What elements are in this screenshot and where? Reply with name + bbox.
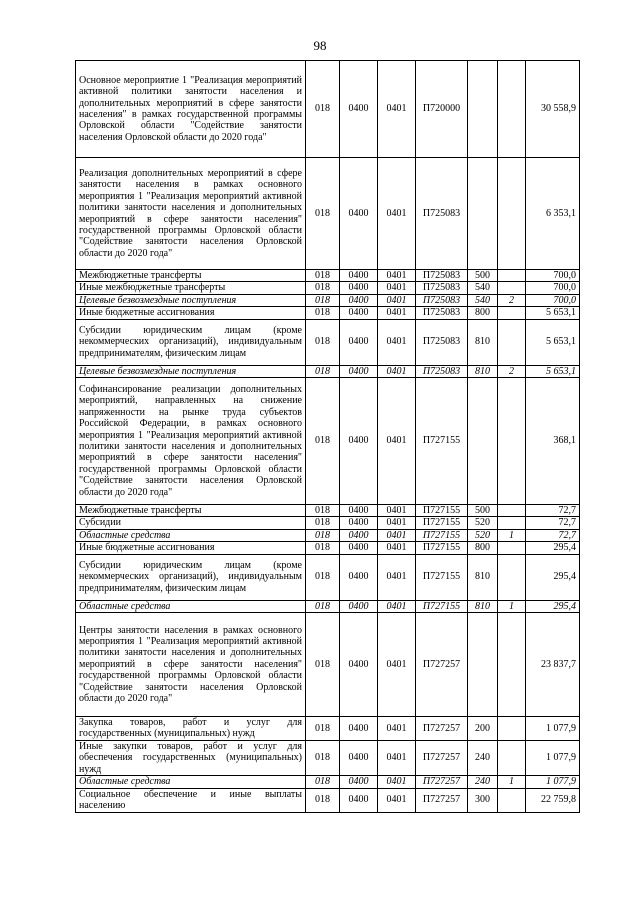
- target-article-cell: П725083: [416, 158, 468, 270]
- section-cell: 0400: [340, 158, 378, 270]
- admin-code-cell: 018: [306, 378, 340, 505]
- admin-code-cell: 018: [306, 542, 340, 554]
- funding-source-cell: [498, 319, 526, 365]
- amount-cell: 72,7: [526, 505, 580, 517]
- section-cell: 0400: [340, 740, 378, 775]
- table-row: [76, 61, 580, 158]
- section-cell: 0400: [340, 61, 378, 158]
- section-cell: 0400: [340, 554, 378, 600]
- funding-source-cell: [498, 554, 526, 600]
- row-name-cell: Межбюджетные трансферты: [76, 270, 306, 282]
- expense-type-cell: 200: [468, 717, 498, 741]
- expense-type-cell: 540: [468, 282, 498, 294]
- target-article-cell: П727155: [416, 505, 468, 517]
- expense-type-cell: 520: [468, 529, 498, 541]
- row-name-cell: Субсидии: [76, 517, 306, 529]
- target-article-cell: П720000: [416, 61, 468, 158]
- funding-source-cell: [498, 282, 526, 294]
- target-article-cell: П727155: [416, 378, 468, 505]
- section-cell: 0400: [340, 613, 378, 717]
- row-name-cell: Реализация дополнительных мероприятий в сфере занятости населения в рамках основного мероприятия 1 "Реализация мероприятий активной политики занятости населения и дополнительных мероприятий в сфере занятости населения" государственной программы Орловской области "Содействие занятости населения Орловской области до 2020 года": [76, 158, 306, 270]
- section-cell: 0400: [340, 270, 378, 282]
- admin-code-cell: 018: [306, 554, 340, 600]
- amount-cell: 1 077,9: [526, 776, 580, 788]
- amount-cell: 5 653,1: [526, 365, 580, 377]
- target-article-cell: П727257: [416, 788, 468, 812]
- table-row: [76, 270, 580, 282]
- target-article-cell: П727257: [416, 776, 468, 788]
- target-article-cell: П725083: [416, 282, 468, 294]
- table-row: [76, 788, 580, 812]
- budget-table: [75, 60, 580, 813]
- admin-code-cell: 018: [306, 270, 340, 282]
- amount-cell: 22 759,8: [526, 788, 580, 812]
- amount-cell: 1 077,9: [526, 740, 580, 775]
- target-article-cell: П725083: [416, 270, 468, 282]
- table-row: [76, 554, 580, 600]
- row-name-cell: Субсидии юридическим лицам (кроме некоммерческих организаций), индивидуальным предпринимателям, физическим лицам: [76, 319, 306, 365]
- amount-cell: 295,4: [526, 542, 580, 554]
- section-cell: 0400: [340, 517, 378, 529]
- amount-cell: 72,7: [526, 517, 580, 529]
- admin-code-cell: 018: [306, 282, 340, 294]
- table-row: [76, 717, 580, 741]
- section-cell: 0400: [340, 542, 378, 554]
- row-name-cell: Областные средства: [76, 529, 306, 541]
- subsection-cell: 0401: [378, 282, 416, 294]
- subsection-cell: 0401: [378, 505, 416, 517]
- section-cell: 0400: [340, 307, 378, 319]
- target-article-cell: П727155: [416, 600, 468, 612]
- table-row: [76, 365, 580, 377]
- target-article-cell: П727155: [416, 542, 468, 554]
- table-row: [76, 600, 580, 612]
- row-name-cell: Целевые безвозмездные поступления: [76, 294, 306, 306]
- section-cell: 0400: [340, 282, 378, 294]
- funding-source-cell: [498, 505, 526, 517]
- subsection-cell: 0401: [378, 542, 416, 554]
- funding-source-cell: [498, 740, 526, 775]
- target-article-cell: П727257: [416, 717, 468, 741]
- subsection-cell: 0401: [378, 554, 416, 600]
- admin-code-cell: 018: [306, 505, 340, 517]
- subsection-cell: 0401: [378, 788, 416, 812]
- amount-cell: 5 653,1: [526, 307, 580, 319]
- table-row: [76, 613, 580, 717]
- subsection-cell: 0401: [378, 319, 416, 365]
- funding-source-cell: [498, 517, 526, 529]
- funding-source-cell: 2: [498, 365, 526, 377]
- section-cell: 0400: [340, 788, 378, 812]
- subsection-cell: 0401: [378, 529, 416, 541]
- expense-type-cell: [468, 158, 498, 270]
- target-article-cell: П727155: [416, 529, 468, 541]
- admin-code-cell: 018: [306, 788, 340, 812]
- amount-cell: 295,4: [526, 554, 580, 600]
- amount-cell: 6 353,1: [526, 158, 580, 270]
- expense-type-cell: 500: [468, 505, 498, 517]
- target-article-cell: П727155: [416, 517, 468, 529]
- table-row: [76, 542, 580, 554]
- funding-source-cell: [498, 378, 526, 505]
- amount-cell: 700,0: [526, 282, 580, 294]
- subsection-cell: 0401: [378, 776, 416, 788]
- section-cell: 0400: [340, 365, 378, 377]
- table-body: [76, 61, 580, 813]
- expense-type-cell: 240: [468, 776, 498, 788]
- section-cell: 0400: [340, 717, 378, 741]
- section-cell: 0400: [340, 600, 378, 612]
- funding-source-cell: [498, 717, 526, 741]
- row-name-cell: Основное мероприятие 1 "Реализация мероприятий активной политики занятости населения и дополнительных мероприятий в сфере занятости населения" в рамках государственной программы Орловской области "Содействие занятости населения Орловской области до 2020 года": [76, 61, 306, 158]
- target-article-cell: П727257: [416, 740, 468, 775]
- amount-cell: 23 837,7: [526, 613, 580, 717]
- target-article-cell: П727257: [416, 613, 468, 717]
- admin-code-cell: 018: [306, 294, 340, 306]
- funding-source-cell: [498, 307, 526, 319]
- target-article-cell: П727155: [416, 554, 468, 600]
- admin-code-cell: 018: [306, 319, 340, 365]
- row-name-cell: Иные бюджетные ассигнования: [76, 307, 306, 319]
- amount-cell: 5 653,1: [526, 319, 580, 365]
- row-name-cell: Закупка товаров, работ и услуг для государственных (муниципальных) нужд: [76, 717, 306, 741]
- subsection-cell: 0401: [378, 613, 416, 717]
- funding-source-cell: 1: [498, 776, 526, 788]
- expense-type-cell: [468, 378, 498, 505]
- admin-code-cell: 018: [306, 61, 340, 158]
- expense-type-cell: 810: [468, 365, 498, 377]
- admin-code-cell: 018: [306, 517, 340, 529]
- subsection-cell: 0401: [378, 740, 416, 775]
- expense-type-cell: 240: [468, 740, 498, 775]
- table-row: [76, 307, 580, 319]
- subsection-cell: 0401: [378, 61, 416, 158]
- row-name-cell: Социальное обеспечение и иные выплаты населению: [76, 788, 306, 812]
- expense-type-cell: 810: [468, 319, 498, 365]
- expense-type-cell: 520: [468, 517, 498, 529]
- expense-type-cell: 540: [468, 294, 498, 306]
- target-article-cell: П725083: [416, 319, 468, 365]
- expense-type-cell: 810: [468, 600, 498, 612]
- row-name-cell: Целевые безвозмездные поступления: [76, 365, 306, 377]
- table-row: [76, 776, 580, 788]
- table-row: [76, 378, 580, 505]
- section-cell: 0400: [340, 776, 378, 788]
- admin-code-cell: 018: [306, 307, 340, 319]
- amount-cell: 30 558,9: [526, 61, 580, 158]
- funding-source-cell: 2: [498, 294, 526, 306]
- table-row: [76, 282, 580, 294]
- subsection-cell: 0401: [378, 378, 416, 505]
- row-name-cell: Софинансирование реализации дополнительных мероприятий, направленных на снижение напряженности на рынке труда субъектов Российской Федерации, в рамках основного мероприятия 1 "Реализация мероприятий активной политики занятости населения и дополнительных мероприятий в сфере занятости населения" государственной программы Орловской области "Содействие занятости населения Орловской области до 2020 года": [76, 378, 306, 505]
- admin-code-cell: 018: [306, 613, 340, 717]
- target-article-cell: П725083: [416, 365, 468, 377]
- funding-source-cell: [498, 542, 526, 554]
- expense-type-cell: 810: [468, 554, 498, 600]
- table-row: [76, 517, 580, 529]
- table-row: [76, 294, 580, 306]
- admin-code-cell: 018: [306, 740, 340, 775]
- table-row: [76, 529, 580, 541]
- admin-code-cell: 018: [306, 600, 340, 612]
- amount-cell: 1 077,9: [526, 717, 580, 741]
- section-cell: 0400: [340, 378, 378, 505]
- amount-cell: 295,4: [526, 600, 580, 612]
- row-name-cell: Субсидии юридическим лицам (кроме некоммерческих организаций), индивидуальным предпринимателям, физическим лицам: [76, 554, 306, 600]
- subsection-cell: 0401: [378, 294, 416, 306]
- row-name-cell: Иные бюджетные ассигнования: [76, 542, 306, 554]
- funding-source-cell: [498, 158, 526, 270]
- funding-source-cell: [498, 788, 526, 812]
- row-name-cell: Иные закупки товаров, работ и услуг для обеспечения государственных (муниципальных) нужд: [76, 740, 306, 775]
- table-row: [76, 505, 580, 517]
- funding-source-cell: [498, 61, 526, 158]
- subsection-cell: 0401: [378, 270, 416, 282]
- subsection-cell: 0401: [378, 517, 416, 529]
- admin-code-cell: 018: [306, 529, 340, 541]
- expense-type-cell: 800: [468, 542, 498, 554]
- row-name-cell: Межбюджетные трансферты: [76, 505, 306, 517]
- expense-type-cell: 800: [468, 307, 498, 319]
- table-row: [76, 319, 580, 365]
- section-cell: 0400: [340, 529, 378, 541]
- section-cell: 0400: [340, 294, 378, 306]
- subsection-cell: 0401: [378, 365, 416, 377]
- table-row: [76, 158, 580, 270]
- table-row: [76, 740, 580, 775]
- funding-source-cell: 1: [498, 600, 526, 612]
- subsection-cell: 0401: [378, 158, 416, 270]
- subsection-cell: 0401: [378, 307, 416, 319]
- amount-cell: 700,0: [526, 294, 580, 306]
- expense-type-cell: [468, 613, 498, 717]
- section-cell: 0400: [340, 319, 378, 365]
- page-number: 98: [313, 38, 327, 53]
- amount-cell: 700,0: [526, 270, 580, 282]
- row-name-cell: Иные межбюджетные трансферты: [76, 282, 306, 294]
- target-article-cell: П725083: [416, 307, 468, 319]
- subsection-cell: 0401: [378, 717, 416, 741]
- amount-cell: 72,7: [526, 529, 580, 541]
- expense-type-cell: 300: [468, 788, 498, 812]
- subsection-cell: 0401: [378, 600, 416, 612]
- funding-source-cell: [498, 613, 526, 717]
- admin-code-cell: 018: [306, 365, 340, 377]
- amount-cell: 368,1: [526, 378, 580, 505]
- admin-code-cell: 018: [306, 776, 340, 788]
- target-article-cell: П725083: [416, 294, 468, 306]
- expense-type-cell: [468, 61, 498, 158]
- admin-code-cell: 018: [306, 158, 340, 270]
- funding-source-cell: [498, 270, 526, 282]
- funding-source-cell: 1: [498, 529, 526, 541]
- expense-type-cell: 500: [468, 270, 498, 282]
- row-name-cell: Центры занятости населения в рамках основного мероприятия 1 "Реализация мероприятий активной политики занятости населения и дополнительных мероприятий в сфере занятости населения" государственной программы Орловской области "Содействие занятости населения Орловской области до 2020 года": [76, 613, 306, 717]
- section-cell: 0400: [340, 505, 378, 517]
- admin-code-cell: 018: [306, 717, 340, 741]
- row-name-cell: Областные средства: [76, 776, 306, 788]
- row-name-cell: Областные средства: [76, 600, 306, 612]
